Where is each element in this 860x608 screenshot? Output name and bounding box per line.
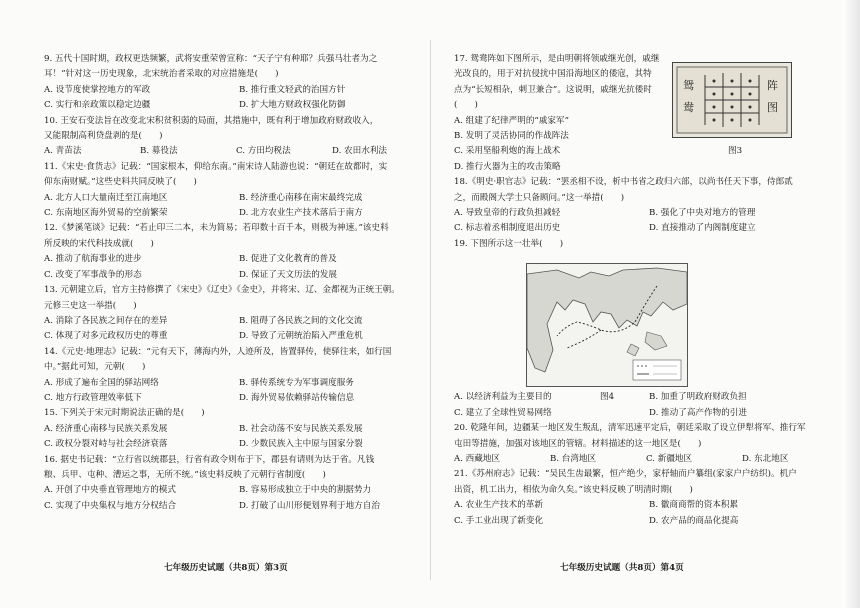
- option-a: A. 经济重心南移与民族关系发展: [44, 423, 168, 434]
- option-a: A. 形成了遍布全国的驿站网络: [44, 377, 159, 388]
- diagram-glyph: 图: [767, 101, 778, 114]
- question-20: [454, 421, 838, 467]
- voyage-map-drawing: [527, 264, 687, 386]
- question-text-line: 又能限制高利贷盘剥的是( ): [44, 131, 163, 142]
- question-17: [454, 52, 666, 175]
- voyage-map-image: [526, 263, 688, 387]
- question-text-line: 仰东南财赋。”这些史料共同反映了( ): [44, 177, 197, 188]
- question-text-line: 20. 乾隆年间，边疆某一地区发生叛乱，清军迅速平定后，朝廷采取了设立伊犁将军、推行军: [454, 423, 806, 434]
- right-page-footer: 七年级历史试题（共8页）第4页: [560, 563, 684, 573]
- option-b: B. 经济重心南移在南宋最终完成: [239, 192, 363, 203]
- option-d: D. 保证了天文历法的发展: [239, 269, 337, 280]
- option-a: A. 农业生产技术的革新: [454, 500, 544, 511]
- option-b: B. 徽商商帮的资本积累: [649, 500, 739, 511]
- option-c: C. 标志着丞相制度退出历史: [454, 223, 561, 234]
- question-text-line: 12.《梦溪笔谈》记载：“若止印三二本，未为简易；若印数十百千本，则极为神速。”该史料: [44, 223, 389, 234]
- question-10: [44, 114, 428, 160]
- options: [44, 252, 428, 283]
- question-text-line: 耳！”针对这一历史现象，北宋统治者采取的对应措施是( ): [44, 69, 279, 80]
- option-d: D. 打破了山川形便划界利于地方自治: [239, 500, 380, 511]
- left-page: [44, 52, 428, 514]
- question-text-line: 15. 下列关于宋元时期说法正确的是( ): [44, 408, 205, 419]
- diagram-glyph: 鸯: [683, 101, 694, 114]
- option-c: C. 方田均税法: [236, 146, 291, 157]
- option-a: A. 设节度使掌控地方的军政: [44, 84, 151, 95]
- option-c: C. 采用坚船利炮的海上战术: [454, 146, 561, 157]
- option-b: B. 募役法: [140, 146, 178, 157]
- option-c: C. 改变了军事战争的形态: [44, 269, 142, 280]
- option-c: C. 建立了全球性贸易网络: [454, 407, 552, 418]
- option-a: A. 以经济利益为主要目的: [454, 392, 552, 403]
- option-a: A. 青苗法: [44, 146, 82, 157]
- option-d: D. 农产品的商品化提高: [649, 515, 739, 526]
- figure-4-caption: 图4: [600, 392, 615, 402]
- question-text-line: 光改良的，用于对抗侵扰中国沿海地区的倭寇，其特: [454, 69, 652, 80]
- question-14: [44, 345, 428, 407]
- option-d: D. 直接推动了内阁制度建立: [649, 223, 756, 234]
- question-text-line: ( ): [454, 100, 478, 111]
- options: [44, 422, 428, 453]
- question-11: [44, 160, 428, 222]
- question-13: [44, 283, 428, 345]
- option-b: B. 容易形成独立于中央的割据势力: [239, 485, 372, 496]
- question-text-line: 点为“长短相杂，刺卫兼合”。这说明，戚继光抗倭时: [454, 84, 652, 95]
- options: [44, 191, 428, 222]
- page-divider: [430, 40, 431, 580]
- scan-edge-shadow: [842, 0, 860, 608]
- option-b: B. 驿传系统专为军事调度服务: [239, 377, 354, 388]
- options: [44, 144, 428, 159]
- option-b: B. 推行重文轻武的治国方针: [239, 84, 346, 95]
- option-d: D. 推行火器为主的攻击策略: [454, 161, 561, 172]
- option-a: A. 北方人口大量南迁至江南地区: [44, 192, 168, 203]
- question-text-line: 之，而殿阁大学士只备顾问。”这一举措( ): [454, 192, 625, 203]
- option-c: C. 手工业出现了新变化: [454, 515, 544, 526]
- question-text-line: 13. 元朝建立后，官方主持修撰了《宋史》《辽史》《金史》，并将宋、辽、金都视为正统王朝。: [44, 285, 400, 296]
- question-text-line: 17. 鸳鸯阵如下图所示，是由明朝将领戚继光创，戚继: [454, 54, 660, 64]
- option-d: D. 农田水利法: [332, 146, 388, 157]
- option-b: B. 促进了文化教育的普及: [239, 254, 337, 265]
- formation-diagram-drawing: [673, 63, 791, 137]
- question-text-line: 中。”据此可知，元朝( ): [44, 362, 146, 373]
- question-text-line: 出资，机工出力，相依为命久矣。”该史料反映了明清时期( ): [454, 484, 693, 495]
- options: [454, 206, 838, 237]
- option-b: B. 加重了明政府财政负担: [649, 392, 747, 403]
- option-d: D. 少数民族入主中原与国家分裂: [239, 439, 363, 450]
- options: [44, 483, 428, 514]
- formation-diagram-image: [672, 62, 792, 138]
- option-a: A. 导致皇帝的行政负担减轻: [454, 208, 561, 219]
- question-12: [44, 221, 428, 283]
- options: [454, 498, 838, 529]
- option-c: C. 体现了对多元政权历史的尊重: [44, 331, 168, 342]
- option-a: A. 消除了各民族之间存在的差异: [44, 315, 168, 326]
- options: [44, 83, 428, 114]
- option-a: A. 开创了中央垂直管理地方的模式: [44, 485, 176, 496]
- option-b: B. 社会动荡不安与民族关系发展: [239, 423, 363, 434]
- question-text-line: 10. 王安石变法旨在改变北宋积贫积弱的局面，其措施中，既有利于增加政府财政收入，: [44, 115, 379, 126]
- question-text-line: 19. 下图所示这一壮举( ): [454, 238, 564, 249]
- left-page-footer: 七年级历史试题（共8页）第3页: [164, 563, 288, 573]
- options: [44, 314, 428, 345]
- options: [454, 452, 838, 467]
- question-21: [454, 467, 838, 529]
- question-text-line: 11.《宋史·食货志》记载：“国家根本，仰给东南。”南宋诗人陆游也说：“朝廷在故都时，实: [44, 161, 388, 172]
- question-text-line: 18.《明史·职官志》记载：“罢丞相不设，析中书省之政归六部，以尚书任天下事，侍郎贰: [454, 177, 793, 188]
- question-text-line: 屯田等措施，加强对该地区的管辖。材料描述的这一地区是( ): [454, 438, 702, 449]
- question-text-line: 14.《元史·地理志》记载：“元有天下，薄海内外，人迹所及，皆置驿传，使驿往来，如行国: [44, 346, 392, 357]
- question-18: [454, 175, 838, 237]
- question-text-line: 21.《苏州府志》记载：“吴民生齿最繁，恒产绝少，家杼轴而户纂组(家家户户纺织)。机户: [454, 469, 797, 480]
- diagram-glyph: 鸳: [683, 79, 694, 92]
- option-b: B. 发明了灵活协同的作战阵法: [454, 131, 569, 142]
- question-15: [44, 406, 428, 452]
- option-a: A. 西藏地区: [454, 453, 501, 464]
- question-text-line: 粮、兵甲、屯种、漕运之事，无所不统。”该史料反映了元朝行省制度( ): [44, 469, 326, 480]
- option-d: D. 东北地区: [742, 453, 789, 464]
- options: [454, 390, 838, 421]
- option-b: B. 强化了中央对地方的管理: [649, 208, 756, 219]
- question-9: [44, 52, 428, 114]
- option-d: D. 北方农业生产技术落后于南方: [239, 208, 363, 219]
- diagram-glyph: 阵: [767, 79, 778, 92]
- option-b: B. 台湾地区: [550, 453, 597, 464]
- option-c: C. 实现了中央集权与地方分权结合: [44, 500, 177, 511]
- question-text-line: 9. 五代十国时期，政权更迭频繁，武将安重荣曾宣称：“天子宁有种耶？兵强马壮者为之: [44, 54, 378, 64]
- option-c: C. 地方行政管理效率低下: [44, 392, 142, 403]
- option-c: C. 政权分裂对峙与社会经济衰落: [44, 439, 168, 450]
- question-text-line: 所反映的宋代科技成就( ): [44, 238, 154, 249]
- option-c: C. 实行和亲政策以稳定边疆: [44, 100, 151, 111]
- option-d: D. 推动了高产作物的引进: [649, 407, 747, 418]
- option-a: A. 推动了航海事业的进步: [44, 254, 142, 265]
- question-text-line: 元修三史这一举措( ): [44, 300, 137, 311]
- option-c: C. 新疆地区: [646, 453, 693, 464]
- question-text-line: 16. 据史书记载：“立行省以统郡县，行省有政令则布于下，郡县有请则为达于省。凡钱: [44, 454, 375, 465]
- option-d: D. 海外贸易依赖驿站传输信息: [239, 392, 355, 403]
- option-a: A. 组建了纪律严明的“戚家军”: [454, 115, 569, 126]
- options: [44, 376, 428, 407]
- option-c: C. 东南地区海外贸易的空前繁荣: [44, 208, 168, 219]
- figure-3-caption: 图3: [728, 146, 743, 156]
- question-16: [44, 453, 428, 515]
- option-d: D. 扩大地方财政权强化防御: [239, 100, 346, 111]
- option-b: B. 阻碍了各民族之间的文化交流: [239, 315, 363, 326]
- option-d: D. 导致了元朝统治陷入严重危机: [239, 331, 363, 342]
